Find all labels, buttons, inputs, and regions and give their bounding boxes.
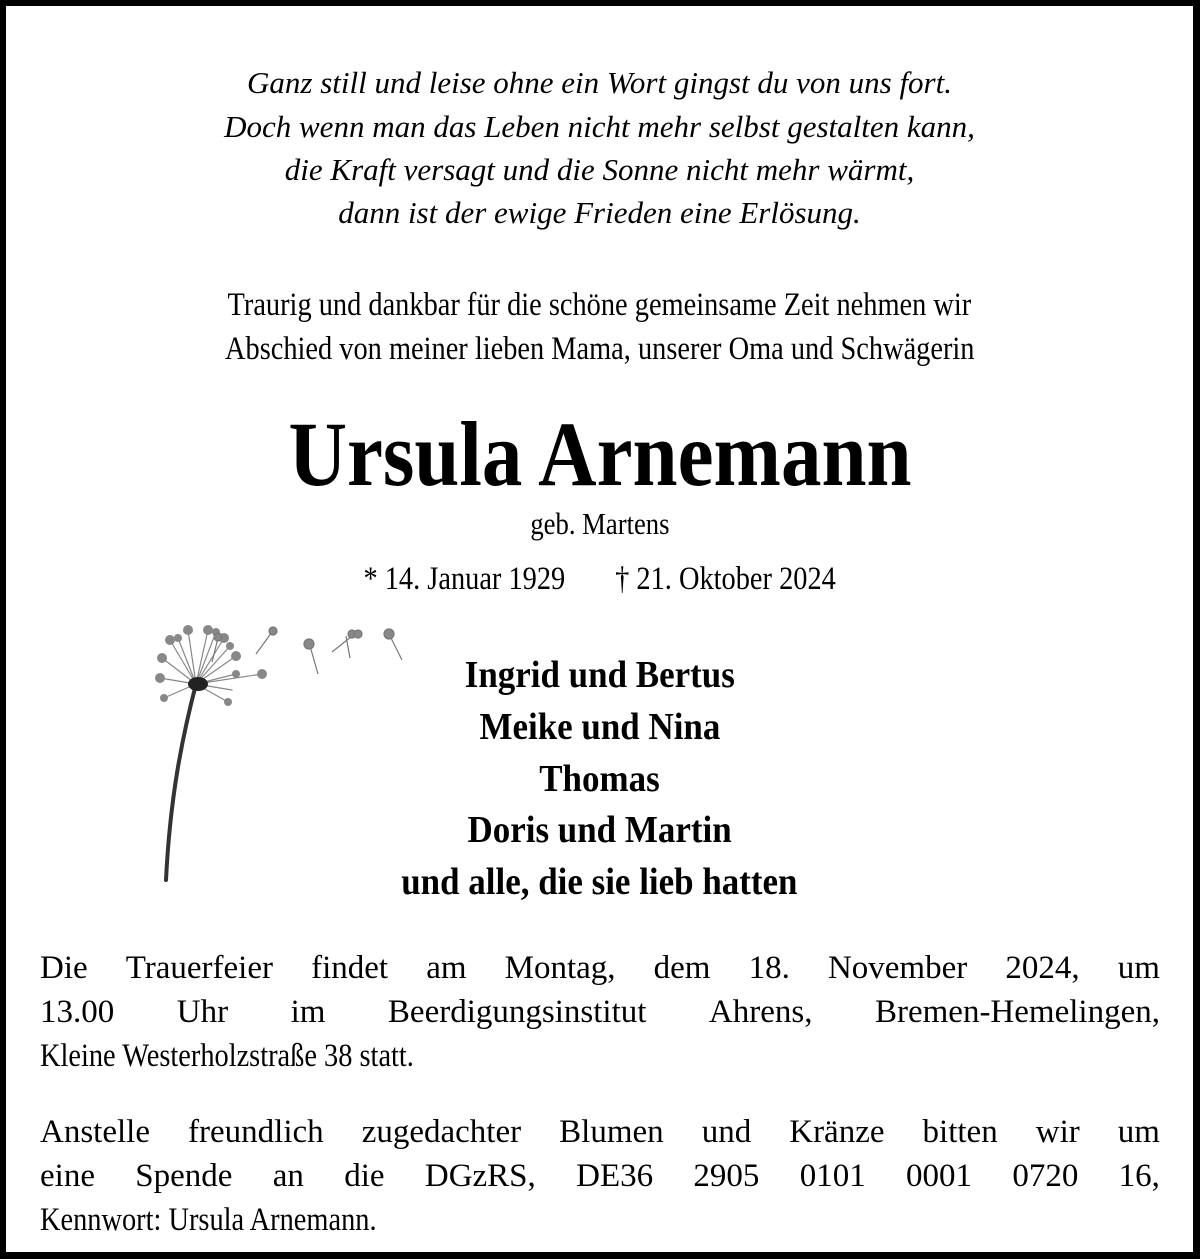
donation-line-3: Kennwort: Ursula Arnemann. [40,1202,377,1238]
mourner-line: Doris und Martin [467,809,732,851]
poem-line: Doch wenn man das Leben nicht mehr selbst gestalten kann, [224,109,975,144]
mourner-line: Thomas [539,758,660,800]
donation-line-1: Anstelle freundlich zugedachter Blumen und Kränze bitten wir um [40,1114,1160,1150]
poem-line: die Kraft versagt und die Sonne nicht mehr wärmt, [284,152,915,187]
intro-line: Abschied von meiner lieben Mama, unserer Oma und Schwägerin [224,331,975,367]
funeral-line-1: Die Trauerfeier findet am Montag, dem 18. November 2024, um [40,950,1160,986]
mourner-line: Ingrid und Bertus [464,654,735,696]
funeral-line-2: 13.00 Uhr im Beerdigungsinstitut Ahrens, Bremen-Hemelingen, [40,994,1160,1030]
funeral-info [40,946,1160,1078]
deceased-name: Ursula Arnemann [287,403,912,505]
funeral-line-3: Kleine Westerholzstraße 38 statt. [40,1038,414,1074]
poem-line: dann ist der ewige Frieden eine Erlösung. [338,195,861,230]
poem-line: Ganz still und leise ohne ein Wort gingst du von uns fort. [247,65,952,100]
mourner-line: und alle, die sie lieb hatten [401,861,798,903]
donation-line-2: eine Spende an die DGzRS, DE36 2905 0101 0001 0720 16, [40,1158,1160,1194]
birth-date: * 14. Januar 1929 [363,561,566,597]
death-notice [6,6,1193,1252]
death-date: † 21. Oktober 2024 [614,561,836,597]
intro-line: Traurig und dankbar für die schöne gemeinsame Zeit nehmen wir [227,287,972,323]
donation-info [40,1110,1160,1242]
maiden-name: geb. Martens [529,506,670,541]
mourner-line: Meike und Nina [479,706,720,748]
